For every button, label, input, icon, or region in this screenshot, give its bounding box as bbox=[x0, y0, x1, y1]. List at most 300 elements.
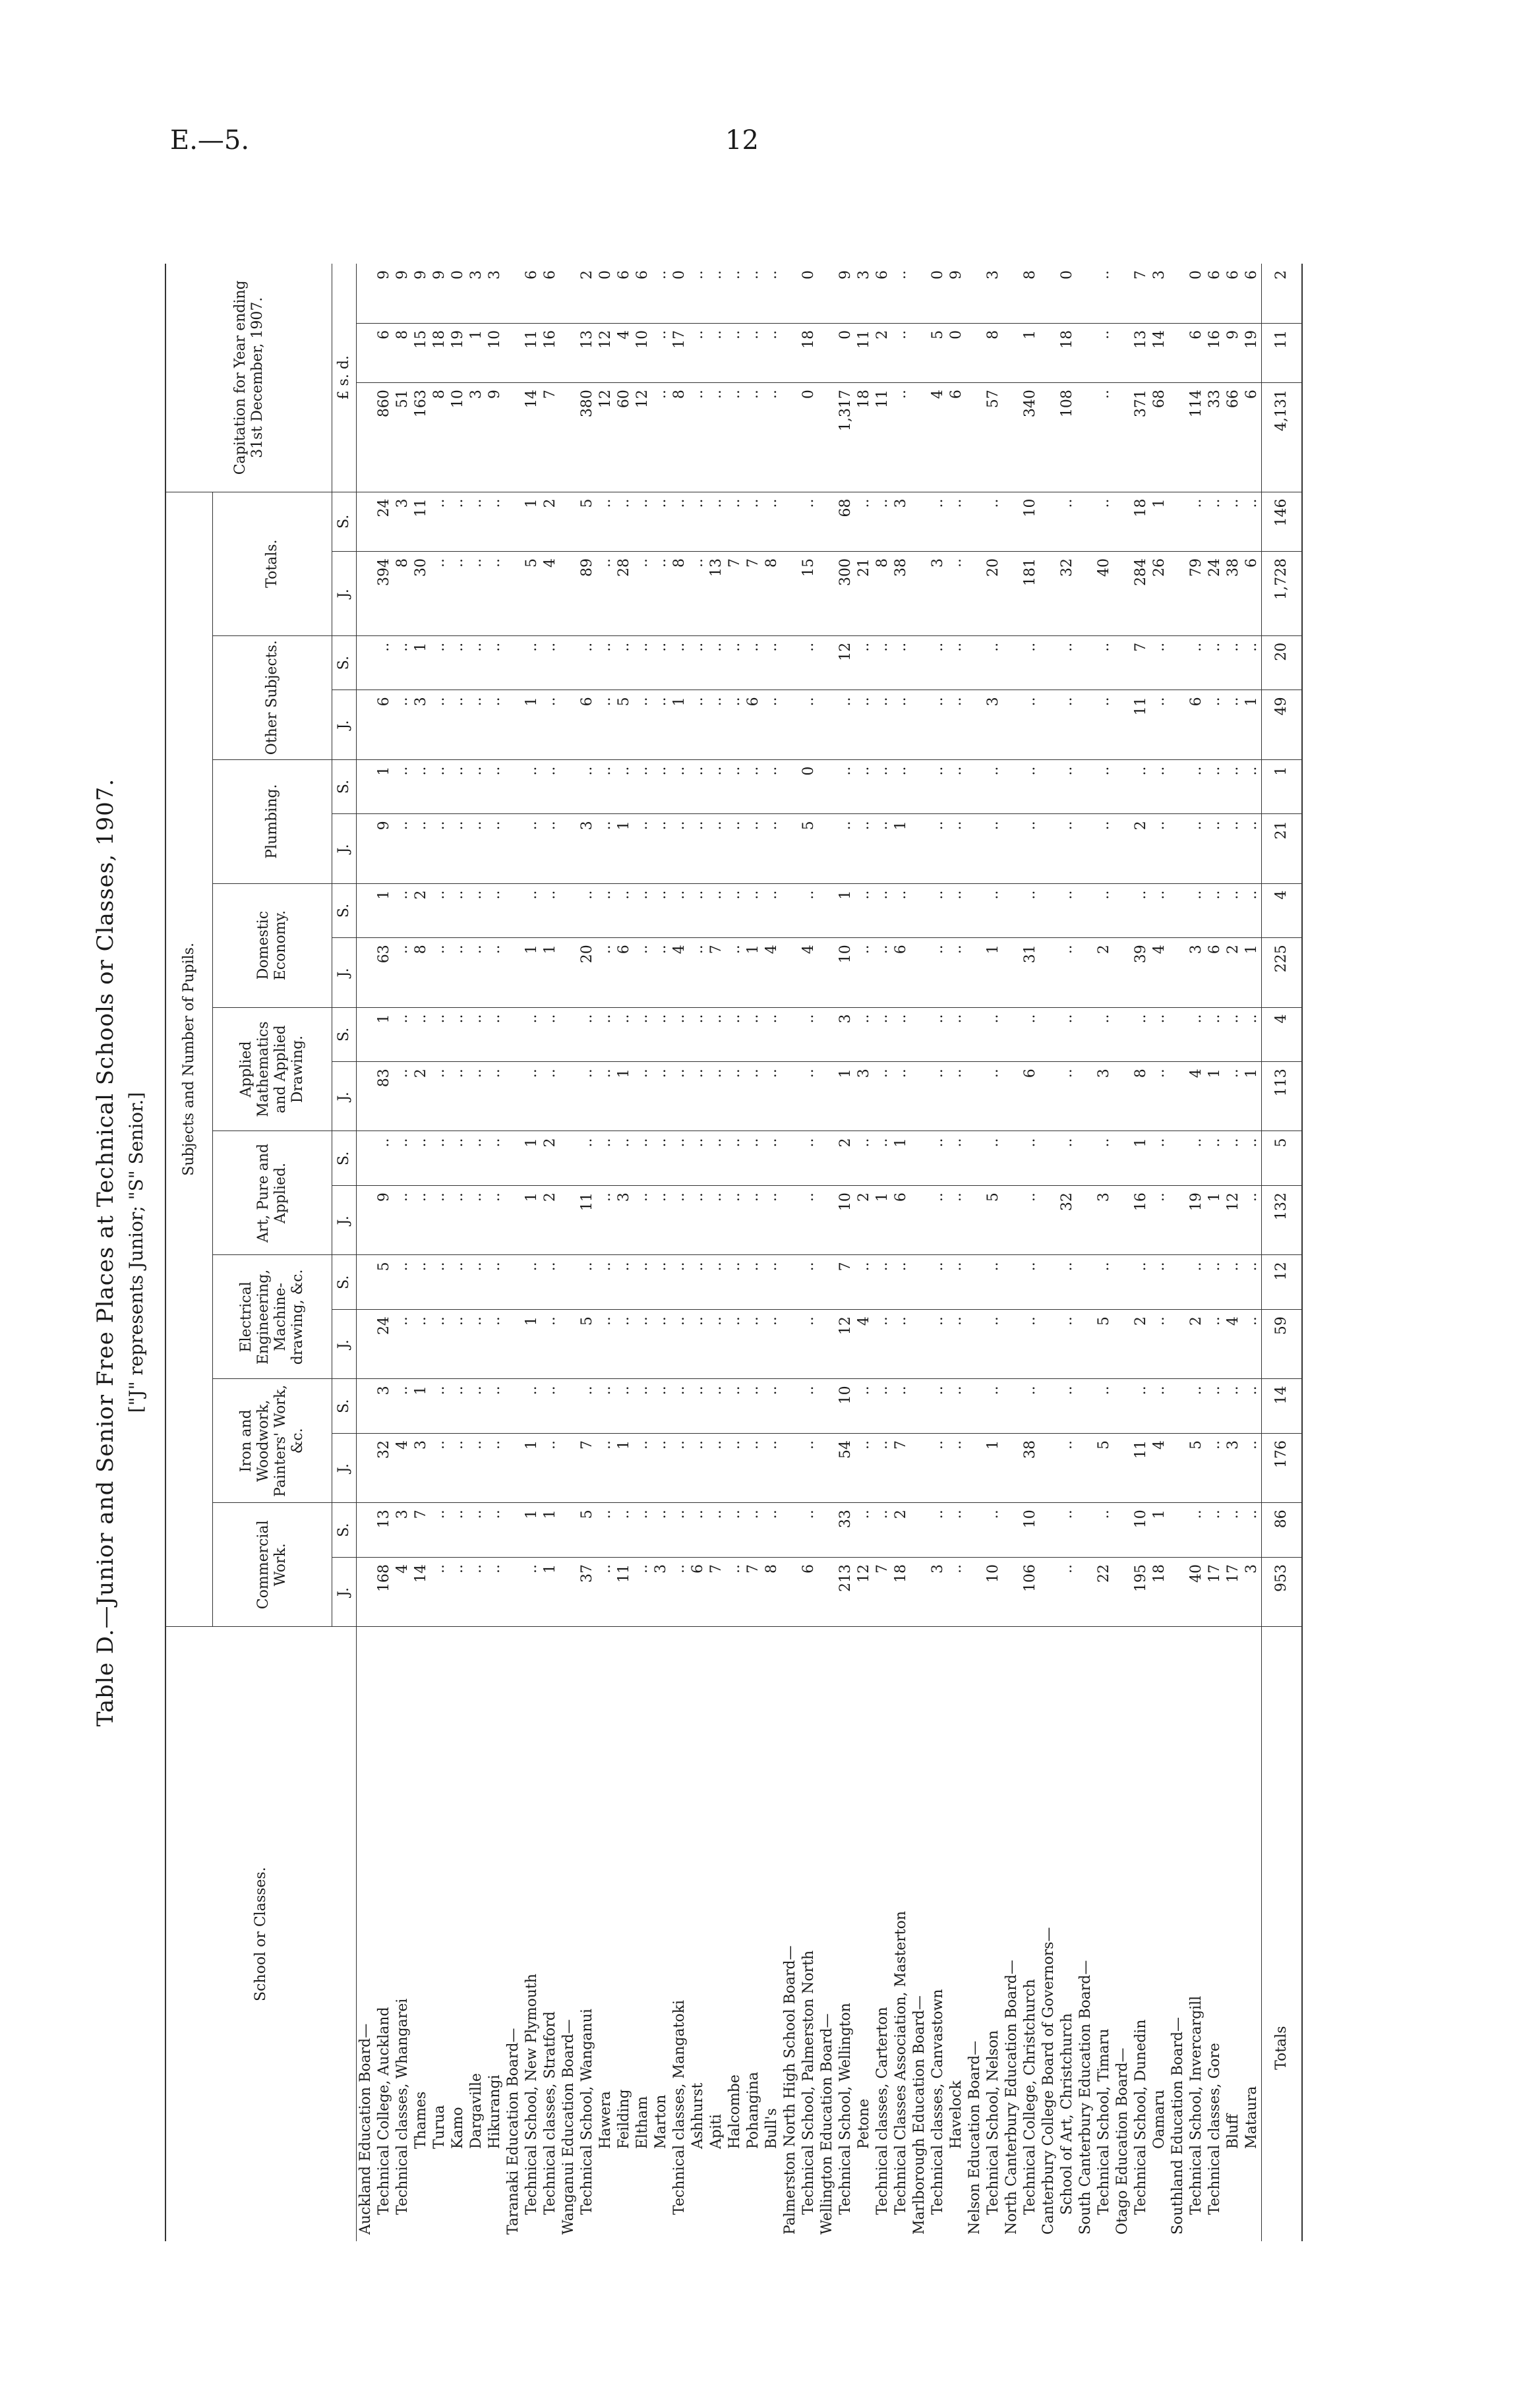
table-cell: 10 bbox=[449, 383, 467, 492]
table-cell bbox=[1003, 690, 1021, 759]
table-cell bbox=[818, 1434, 837, 1503]
table-cell: .. bbox=[1150, 1131, 1169, 1186]
table-cell: .. bbox=[541, 814, 560, 883]
table-cell: .. bbox=[523, 1255, 541, 1310]
table-cell bbox=[357, 1310, 376, 1379]
table-cell: 33 bbox=[1206, 383, 1224, 492]
table-cell bbox=[781, 1310, 800, 1379]
table-cell: .. bbox=[467, 551, 486, 635]
table-cell: 340 bbox=[1021, 383, 1040, 492]
table-cell bbox=[1077, 635, 1095, 690]
junior-subheader: J. bbox=[332, 938, 357, 1007]
table-cell: 11 bbox=[523, 323, 541, 382]
table-cell: .. bbox=[634, 1557, 652, 1626]
table-cell: 7 bbox=[874, 1557, 892, 1626]
table-cell: .. bbox=[1224, 1062, 1243, 1131]
table-cell: .. bbox=[984, 1062, 1003, 1131]
table-cell: .. bbox=[615, 1131, 634, 1186]
table-cell: .. bbox=[578, 1379, 597, 1434]
table-cell: 2 bbox=[1132, 1310, 1150, 1379]
table-cell: .. bbox=[707, 492, 726, 551]
table-cell: .. bbox=[449, 883, 467, 938]
table-cell: 17 bbox=[670, 323, 689, 382]
table-cell: 18 bbox=[1150, 1557, 1169, 1626]
table-row bbox=[1150, 264, 1169, 2241]
school-name: Mataura bbox=[1243, 2086, 1260, 2149]
table-cell: 6 bbox=[1243, 264, 1262, 323]
table-cell: .. bbox=[855, 635, 874, 690]
table-cell: .. bbox=[689, 814, 707, 883]
table-cell: .. bbox=[726, 1062, 744, 1131]
table-cell: 21 bbox=[855, 551, 874, 635]
table-cell: .. bbox=[541, 1007, 560, 1062]
table-row bbox=[984, 264, 1003, 2241]
table-cell: .. bbox=[707, 883, 726, 938]
table-cell: 3 bbox=[855, 1062, 874, 1131]
table-cell: .. bbox=[726, 1007, 744, 1062]
table-cell bbox=[781, 323, 800, 382]
table-cell bbox=[1114, 1379, 1132, 1434]
table-cell bbox=[910, 814, 929, 883]
table-cell: .. bbox=[467, 1503, 486, 1558]
table-cell: .. bbox=[541, 759, 560, 814]
table-cell: 2 bbox=[412, 1062, 431, 1131]
table-cell: 8 bbox=[874, 551, 892, 635]
table-cell bbox=[910, 1062, 929, 1131]
table-cell: 2 bbox=[578, 264, 597, 323]
table-cell: 0 bbox=[597, 264, 615, 323]
table-cell bbox=[966, 1255, 984, 1310]
table-cell: .. bbox=[1021, 814, 1040, 883]
school-name: Bull's bbox=[763, 2108, 780, 2149]
table-cell: 10 bbox=[837, 938, 855, 1007]
table-cell: .. bbox=[800, 1503, 818, 1558]
table-cell: .. bbox=[1150, 1255, 1169, 1310]
table-cell: .. bbox=[597, 1310, 615, 1379]
school-name: Technical classes, Carterton bbox=[874, 2007, 891, 2215]
table-cell bbox=[1040, 323, 1058, 382]
table-cell: 8 bbox=[984, 323, 1003, 382]
table-cell: .. bbox=[449, 1557, 467, 1626]
table-row bbox=[615, 264, 634, 2241]
table-row bbox=[781, 264, 800, 2241]
table-cell: 28 bbox=[615, 551, 634, 635]
table-cell bbox=[910, 1131, 929, 1186]
table-cell: 3 bbox=[394, 1503, 412, 1558]
table-cell: .. bbox=[800, 1255, 818, 1310]
table-cell bbox=[1003, 1503, 1021, 1558]
table-cell: 7 bbox=[541, 383, 560, 492]
table-cell bbox=[1169, 1186, 1187, 1255]
table-cell: .. bbox=[597, 814, 615, 883]
table-cell: 1,317 bbox=[837, 383, 855, 492]
table-cell bbox=[1169, 1007, 1187, 1062]
table-cell: .. bbox=[892, 635, 910, 690]
table-cell: .. bbox=[1224, 690, 1243, 759]
table-cell: .. bbox=[615, 759, 634, 814]
table-cell bbox=[1114, 759, 1132, 814]
table-cell: .. bbox=[1224, 635, 1243, 690]
table-cell: .. bbox=[486, 690, 504, 759]
table-cell bbox=[910, 635, 929, 690]
table-cell: 8 bbox=[763, 551, 781, 635]
table-cell: .. bbox=[800, 1186, 818, 1255]
table-cell: .. bbox=[874, 635, 892, 690]
table-cell: 37 bbox=[578, 1557, 597, 1626]
table-cell: 8 bbox=[1021, 264, 1040, 323]
table-cell bbox=[504, 1131, 523, 1186]
table-cell: .. bbox=[1095, 264, 1114, 323]
table-cell: 1 bbox=[541, 1503, 560, 1558]
school-name: Southland Education Board— bbox=[1170, 2016, 1186, 2235]
table-row bbox=[634, 264, 652, 2241]
table-cell: .. bbox=[449, 1310, 467, 1379]
table-cell: .. bbox=[984, 1379, 1003, 1434]
table-cell: .. bbox=[1021, 1007, 1040, 1062]
table-cell: 21 bbox=[1262, 814, 1303, 883]
table-cell: .. bbox=[449, 1131, 467, 1186]
table-cell: .. bbox=[578, 1007, 597, 1062]
table-cell: 0 bbox=[1187, 264, 1206, 323]
table-cell: .. bbox=[1132, 1007, 1150, 1062]
table-row bbox=[578, 264, 597, 2241]
table-cell bbox=[357, 1062, 376, 1131]
table-cell bbox=[1003, 1131, 1021, 1186]
table-cell: .. bbox=[652, 323, 670, 382]
table-cell bbox=[1114, 1007, 1132, 1062]
table-cell: .. bbox=[800, 1434, 818, 1503]
table-cell bbox=[1114, 1131, 1132, 1186]
table-cell bbox=[560, 1310, 578, 1379]
table-cell: .. bbox=[467, 1131, 486, 1186]
table-cell: 20 bbox=[1262, 635, 1303, 690]
capitation-header: Capitation for Year ending 31st December, 1907. bbox=[165, 264, 332, 492]
table-row bbox=[523, 264, 541, 2241]
table-cell: .. bbox=[1187, 1131, 1206, 1186]
table-cell: .. bbox=[634, 635, 652, 690]
table-cell: .. bbox=[929, 635, 947, 690]
table-cell: 6 bbox=[523, 264, 541, 323]
table-cell: .. bbox=[1058, 1062, 1077, 1131]
table-cell bbox=[1003, 551, 1021, 635]
table-cell bbox=[357, 1255, 376, 1310]
table-cell: .. bbox=[892, 1310, 910, 1379]
table-cell: .. bbox=[1095, 1131, 1114, 1186]
table-cell: .. bbox=[1150, 1186, 1169, 1255]
table-cell: .. bbox=[947, 635, 966, 690]
table-cell: .. bbox=[707, 1255, 726, 1310]
table-cell: .. bbox=[1187, 1503, 1206, 1558]
table-cell: .. bbox=[1021, 1310, 1040, 1379]
table-cell: 3 bbox=[467, 383, 486, 492]
table-cell: .. bbox=[1150, 1007, 1169, 1062]
table-cell: .. bbox=[634, 1062, 652, 1131]
table-cell: .. bbox=[1224, 1503, 1243, 1558]
table-cell bbox=[560, 1503, 578, 1558]
table-cell: .. bbox=[707, 814, 726, 883]
table-cell bbox=[504, 1310, 523, 1379]
table-cell bbox=[966, 1503, 984, 1558]
table-cell: .. bbox=[1058, 759, 1077, 814]
table-cell: .. bbox=[726, 1503, 744, 1558]
table-cell: .. bbox=[837, 759, 855, 814]
school-name: Halcombe bbox=[727, 2074, 743, 2149]
table-cell: .. bbox=[652, 1379, 670, 1434]
table-cell: 18 bbox=[1132, 492, 1150, 551]
table-cell: .. bbox=[726, 492, 744, 551]
table-cell bbox=[1169, 323, 1187, 382]
senior-subheader: S. bbox=[332, 1379, 357, 1434]
table-cell: .. bbox=[634, 938, 652, 1007]
table-cell bbox=[1077, 1186, 1095, 1255]
table-cell: .. bbox=[1243, 1007, 1262, 1062]
table-cell: 5 bbox=[1095, 1434, 1114, 1503]
table-cell bbox=[818, 1310, 837, 1379]
table-cell bbox=[1077, 323, 1095, 382]
table-cell: .. bbox=[1021, 1131, 1040, 1186]
table-cell: .. bbox=[874, 1503, 892, 1558]
table-cell: .. bbox=[689, 383, 707, 492]
table-cell: .. bbox=[1132, 759, 1150, 814]
table-cell: .. bbox=[670, 759, 689, 814]
table-cell bbox=[560, 759, 578, 814]
table-cell bbox=[357, 264, 376, 323]
table-cell: .. bbox=[707, 323, 726, 382]
school-name: South Canterbury Education Board— bbox=[1077, 1960, 1094, 2235]
table-cell: .. bbox=[652, 1255, 670, 1310]
school-name: Technical classes, Stratford bbox=[542, 2011, 558, 2215]
table-cell: 6 bbox=[1206, 938, 1224, 1007]
table-cell bbox=[1040, 492, 1058, 551]
table-cell bbox=[1077, 938, 1095, 1007]
table-cell: .. bbox=[855, 883, 874, 938]
table-cell: .. bbox=[984, 635, 1003, 690]
table-cell bbox=[818, 551, 837, 635]
table-cell: 3 bbox=[929, 1557, 947, 1626]
table-cell: 12 bbox=[837, 1310, 855, 1379]
table-cell bbox=[1114, 883, 1132, 938]
table-cell: 300 bbox=[837, 551, 855, 635]
table-cell: .. bbox=[1187, 1255, 1206, 1310]
table-cell: .. bbox=[892, 1379, 910, 1434]
table-cell: .. bbox=[800, 492, 818, 551]
table-cell: .. bbox=[744, 1062, 763, 1131]
senior-subheader: S. bbox=[332, 492, 357, 551]
table-cell: .. bbox=[1150, 690, 1169, 759]
table-cell: .. bbox=[1206, 635, 1224, 690]
table-row bbox=[689, 264, 707, 2241]
table-row bbox=[966, 264, 984, 2241]
table-cell bbox=[560, 551, 578, 635]
table-cell: 68 bbox=[837, 492, 855, 551]
table-cell: .. bbox=[1058, 690, 1077, 759]
school-name: Petone bbox=[856, 2098, 872, 2149]
table-cell: 1 bbox=[1132, 1131, 1150, 1186]
table-cell bbox=[357, 1503, 376, 1558]
table-cell bbox=[966, 323, 984, 382]
plumbing-header: Plumbing. bbox=[213, 759, 332, 883]
table-cell: 1 bbox=[523, 1434, 541, 1503]
table-cell: .. bbox=[689, 492, 707, 551]
table-cell: .. bbox=[707, 1379, 726, 1434]
table-cell bbox=[357, 1379, 376, 1434]
table-cell bbox=[818, 323, 837, 382]
table-cell: 3 bbox=[855, 264, 874, 323]
table-cell: .. bbox=[726, 814, 744, 883]
table-cell bbox=[560, 938, 578, 1007]
table-row bbox=[910, 264, 929, 2241]
table-cell: .. bbox=[1132, 883, 1150, 938]
table-cell: .. bbox=[1206, 1007, 1224, 1062]
table-cell: .. bbox=[449, 690, 467, 759]
table-cell: .. bbox=[726, 1255, 744, 1310]
table-cell: .. bbox=[449, 1007, 467, 1062]
table-cell: 3 bbox=[984, 264, 1003, 323]
table-cell bbox=[1114, 690, 1132, 759]
school-name: Technical School, Dunedin bbox=[1133, 2019, 1149, 2215]
table-cell bbox=[1169, 1310, 1187, 1379]
table-cell: 79 bbox=[1187, 551, 1206, 635]
table-cell: 3 bbox=[1243, 1557, 1262, 1626]
table-cell: 7 bbox=[412, 1503, 431, 1558]
table-cell: .. bbox=[929, 1062, 947, 1131]
table-cell: .. bbox=[947, 1131, 966, 1186]
table-cell bbox=[1040, 551, 1058, 635]
table-cell bbox=[504, 551, 523, 635]
school-name: Technical School, Palmerston North bbox=[800, 1950, 817, 2215]
table-cell: .. bbox=[597, 938, 615, 1007]
table-cell: .. bbox=[763, 1310, 781, 1379]
table-cell: 15 bbox=[800, 551, 818, 635]
table-row bbox=[394, 264, 412, 2241]
table-cell: .. bbox=[486, 492, 504, 551]
electrical-header: Electrical Engineering, Machine-drawing, &c. bbox=[213, 1255, 332, 1379]
table-cell: .. bbox=[652, 383, 670, 492]
table-cell: 83 bbox=[375, 1062, 394, 1131]
table-cell bbox=[1040, 1434, 1058, 1503]
table-cell bbox=[1114, 1186, 1132, 1255]
table-cell: 6 bbox=[634, 264, 652, 323]
table-cell: 4 bbox=[800, 938, 818, 1007]
table-cell: 18 bbox=[855, 383, 874, 492]
table-cell: 5 bbox=[615, 690, 634, 759]
table-cell: 12 bbox=[634, 383, 652, 492]
table-cell: .. bbox=[486, 635, 504, 690]
table-cell: 3 bbox=[1187, 938, 1206, 1007]
senior-subheader: S. bbox=[332, 1131, 357, 1186]
table-cell bbox=[781, 814, 800, 883]
table-cell: 1 bbox=[615, 1434, 634, 1503]
table-cell: 59 bbox=[1262, 1310, 1303, 1379]
table-cell: 5 bbox=[375, 1255, 394, 1310]
table-cell: .. bbox=[431, 1255, 449, 1310]
table-cell: 1 bbox=[412, 1379, 431, 1434]
table-cell bbox=[1077, 551, 1095, 635]
table-cell: .. bbox=[726, 1186, 744, 1255]
table-cell: .. bbox=[689, 1007, 707, 1062]
table-cell bbox=[1003, 1255, 1021, 1310]
table-cell: 5 bbox=[578, 1310, 597, 1379]
table-cell: .. bbox=[615, 492, 634, 551]
table-cell bbox=[357, 759, 376, 814]
table-cell: .. bbox=[652, 690, 670, 759]
table-cell bbox=[357, 323, 376, 382]
table-cell bbox=[818, 1062, 837, 1131]
table-cell: 26 bbox=[1150, 551, 1169, 635]
table-cell: .. bbox=[726, 383, 744, 492]
table-cell: .. bbox=[726, 264, 744, 323]
table-cell: 0 bbox=[670, 264, 689, 323]
table-cell: .. bbox=[1243, 1310, 1262, 1379]
table-cell: .. bbox=[486, 883, 504, 938]
table-cell: .. bbox=[634, 690, 652, 759]
table-cell: 7 bbox=[744, 551, 763, 635]
table-cell bbox=[818, 1007, 837, 1062]
totals-row bbox=[1262, 264, 1303, 2241]
table-cell: 11 bbox=[1132, 690, 1150, 759]
table-cell bbox=[560, 492, 578, 551]
table-cell: 3 bbox=[837, 1007, 855, 1062]
table-cell: .. bbox=[467, 938, 486, 1007]
table-cell: .. bbox=[984, 1007, 1003, 1062]
table-cell bbox=[966, 551, 984, 635]
table-row bbox=[855, 264, 874, 2241]
table-cell bbox=[818, 492, 837, 551]
table-cell: 3 bbox=[892, 492, 910, 551]
table-cell: .. bbox=[634, 1434, 652, 1503]
table-cell: .. bbox=[947, 1255, 966, 1310]
table-cell: .. bbox=[689, 759, 707, 814]
table-cell: .. bbox=[670, 1186, 689, 1255]
table-cell: .. bbox=[541, 1434, 560, 1503]
table-body bbox=[357, 264, 1303, 2241]
table-cell bbox=[504, 938, 523, 1007]
table-cell bbox=[504, 635, 523, 690]
table-cell: 1 bbox=[1206, 1062, 1224, 1131]
table-cell: 4 bbox=[1262, 1007, 1303, 1062]
table-cell bbox=[1003, 1379, 1021, 1434]
table-cell: 33 bbox=[837, 1503, 855, 1558]
table-cell: .. bbox=[1095, 1255, 1114, 1310]
table-cell: 14 bbox=[1150, 323, 1169, 382]
table-cell: .. bbox=[449, 814, 467, 883]
table-cell: 32 bbox=[375, 1434, 394, 1503]
table-cell bbox=[504, 1007, 523, 1062]
table-cell bbox=[781, 551, 800, 635]
table-cell bbox=[1003, 938, 1021, 1007]
table-cell: .. bbox=[431, 551, 449, 635]
school-name: Technical School, Wanganui bbox=[579, 2009, 595, 2215]
table-cell: 16 bbox=[541, 323, 560, 382]
table-cell bbox=[818, 1131, 837, 1186]
table-cell: .. bbox=[1224, 814, 1243, 883]
table-cell: 284 bbox=[1132, 551, 1150, 635]
table-cell bbox=[504, 1255, 523, 1310]
table-cell: 6 bbox=[1021, 1062, 1040, 1131]
table-cell: .. bbox=[855, 1379, 874, 1434]
table-cell bbox=[781, 1379, 800, 1434]
table-cell: .. bbox=[1150, 759, 1169, 814]
school-name: Technical School, Invercargill bbox=[1188, 1995, 1205, 2215]
junior-subheader: J. bbox=[332, 1310, 357, 1379]
school-name: Auckland Education Board— bbox=[357, 2023, 374, 2235]
table-cell: .. bbox=[578, 1062, 597, 1131]
table-cell bbox=[966, 1379, 984, 1434]
table-cell: .. bbox=[394, 814, 412, 883]
table-cell bbox=[966, 1062, 984, 1131]
table-cell: .. bbox=[1243, 1186, 1262, 1255]
table-cell: .. bbox=[837, 690, 855, 759]
